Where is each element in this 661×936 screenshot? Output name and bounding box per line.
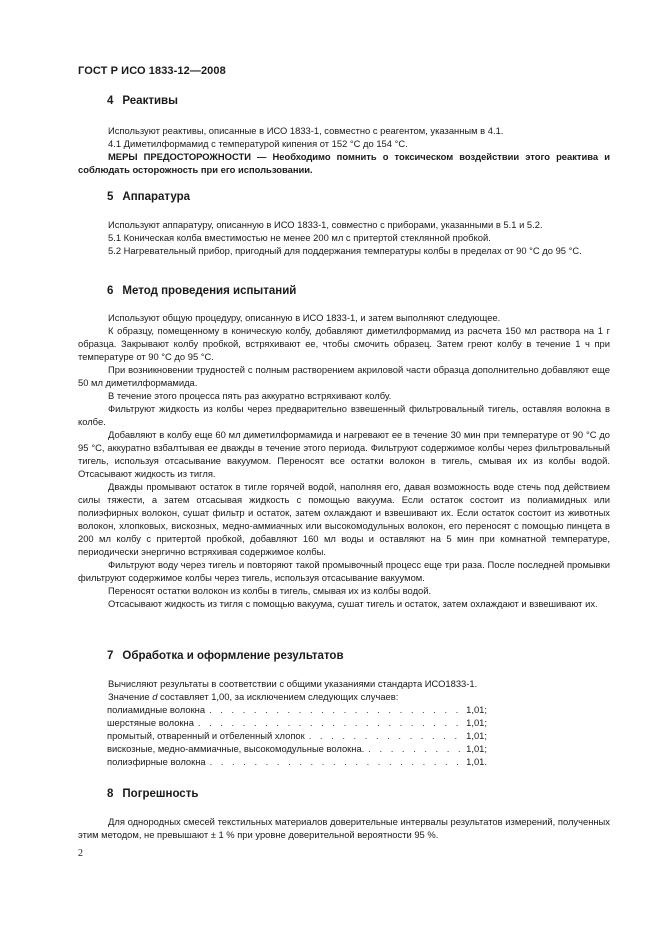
paragraph: Используют общую процедуру, описанную в ИСО 1833-1, и затем выполняют следующее.: [108, 312, 501, 323]
coefficient-list: [107, 703, 487, 768]
list-item-value: 1,01;: [466, 717, 487, 728]
list-item-label: вискозные, медно-аммиачные, высокомодульные волокна.: [107, 743, 365, 754]
section-5-number: 5: [107, 191, 114, 203]
list-item: [107, 716, 487, 729]
leader-dots: [210, 755, 463, 768]
paragraph: К образцу, помещенному в коническую колбу, добавляют диметилформамид из расчета 150 мл раствора на 1 г образца. Закрывают колбу пробкой, встряхивают ее, чтобы смочить образец. Затем греют колбу в течение 1 ч при температуре от 90 °С до 95 °С.: [78, 325, 610, 362]
paragraph: 5.1 Коническая колба вместимостью не менее 200 мл с притертой стеклянной пробкой.: [108, 232, 491, 243]
document-header: ГОСТ Р ИСО 1833-12—2008: [78, 65, 226, 77]
section-7-number: 7: [107, 650, 114, 662]
section-8-heading: [107, 788, 198, 800]
list-item-value: 1,01.: [466, 756, 487, 767]
section-4-body: [78, 124, 610, 176]
leader-dots: [209, 703, 462, 716]
paragraph: 4.1 Диметилформамид с температурой кипения от 152 °С до 154 °С.: [108, 138, 408, 149]
leader-dots: [309, 729, 462, 742]
section-6-number: 6: [107, 285, 114, 297]
section-8-number: 8: [107, 788, 114, 800]
list-item-label: полиамидные волокна: [107, 704, 206, 715]
list-item: [107, 742, 487, 755]
list-item-value: 1,01;: [466, 743, 487, 754]
list-item: [107, 703, 487, 716]
paragraph: [78, 690, 610, 703]
list-item: [107, 755, 487, 768]
list-item-label: шерстяные волокна: [107, 717, 194, 728]
list-item-label: полиэфирные волокна: [107, 756, 206, 767]
section-6-heading: [107, 285, 296, 297]
paragraph: Для однородных смесей текстильных материалов доверительные интервалы результатов измерений, полученных этим методом, не превышают ± 1 % при уровне доверительной вероятности 95 %.: [78, 816, 610, 840]
section-5-heading: [107, 191, 190, 203]
section-5-title: Аппаратура: [122, 191, 191, 203]
section-7-title: Обработка и оформление результатов: [122, 650, 344, 662]
page-number: 2: [78, 848, 83, 859]
warning-paragraph: МЕРЫ ПРЕДОСТОРОЖНОСТИ — Необходимо помнить о токсическом воздействии этого реактива и соблюдать осторожность при его использовании.: [78, 151, 610, 175]
section-4-title: Реактивы: [122, 95, 178, 107]
paragraph: Добавляют в колбу еще 60 мл диметилформамида и нагревают ее в течение 30 мин при температуре от 90 °С до 95 °С, аккуратно взбалтывая ее дважды в течение этого периода. Фильтруют содержимое колбы через фильтровальный тигель, используя отсасывание вакуумом. Переносят все остатки волокон в тигель, смывая их из колбы водой. Отсасывают жидкость из тигля.: [78, 429, 610, 479]
section-7-heading: [107, 650, 344, 662]
paragraph: Фильтруют воду через тигель и повторяют такой промывочный процесс еще три раза. После последней промывки фильтруют содержимое колбы через тигель, используя отсасывание вакуумом.: [78, 559, 610, 583]
paragraph: В течение этого процесса пять раз аккуратно встряхивают колбу.: [108, 390, 392, 401]
paragraph: 5.2 Нагревательный прибор, пригодный для поддержания температуры колбы в пределах от 90 °С до 95 °С.: [108, 245, 582, 256]
leader-dots: [368, 742, 462, 755]
list-item: [107, 729, 487, 742]
leader-dots: [198, 716, 462, 729]
section-5-body: [78, 218, 610, 257]
list-item-value: 1,01;: [466, 730, 487, 741]
paragraph: Дважды промывают остаток в тигле горячей водой, наполняя его, давая возможность воде стечь под действием силы тяжести, а затем отсасывая жидкость с помощью вакуума. Если остаток состоит из полиамидных или полиэфирных волокон, сушат фильтр и остаток, затем охлаждают и взвешивают их. Если остаток состоит из животных волокон, хлопковых, вискозных, медно-аммиачных или высокомодульных волокон, его переносят с помощью пинцета в 200 мл колбу с притертой пробкой, добавляют 160 мл воды и оставляют на 5 мин при комнатной температуре, периодически энергично встряхивая содержимое колбы.: [78, 481, 610, 557]
list-item-label: промытый, отваренный и отбеленный хлопок: [107, 730, 305, 741]
paragraph: Используют реактивы, описанные в ИСО 1833-1, совместно с реагентом, указанным в 4.1.: [108, 125, 504, 136]
list-item-value: 1,01;: [466, 704, 487, 715]
text: Значение: [108, 691, 153, 702]
section-8-body: [78, 815, 610, 841]
text: составляет 1,00, за исключением следующих случаев:: [157, 691, 399, 702]
paragraph: Отсасывают жидкость из тигля с помощью вакуума, сушат тигель и остаток, затем охлаждают и взвешивают их.: [108, 598, 598, 609]
paragraph: Используют аппаратуру, описанную в ИСО 1833-1, совместно с приборами, указанными в 5.1 и 5.2.: [108, 219, 543, 230]
paragraph: Фильтруют жидкость из колбы через предварительно взвешенный фильтровальный тигель, оставляя волокна в колбе.: [78, 403, 610, 427]
section-7-body: [78, 677, 610, 703]
section-4-number: 4: [107, 95, 114, 107]
paragraph: Переносят остатки волокон из колбы в тигель, смывая их из колбы водой.: [108, 585, 432, 596]
paragraph: Вычисляют результаты в соответствии с общими указаниями стандарта ИСО1833-1.: [108, 678, 478, 689]
section-8-title: Погрешность: [122, 788, 199, 800]
section-6-body: [78, 311, 610, 610]
variable: d: [152, 691, 158, 702]
paragraph: При возникновении трудностей с полным растворением акриловой части образца дополнительно добавляют еще 50 мл диметилформамида.: [78, 364, 610, 388]
section-6-title: Метод проведения испытаний: [122, 285, 297, 297]
section-4-heading: [107, 95, 178, 107]
